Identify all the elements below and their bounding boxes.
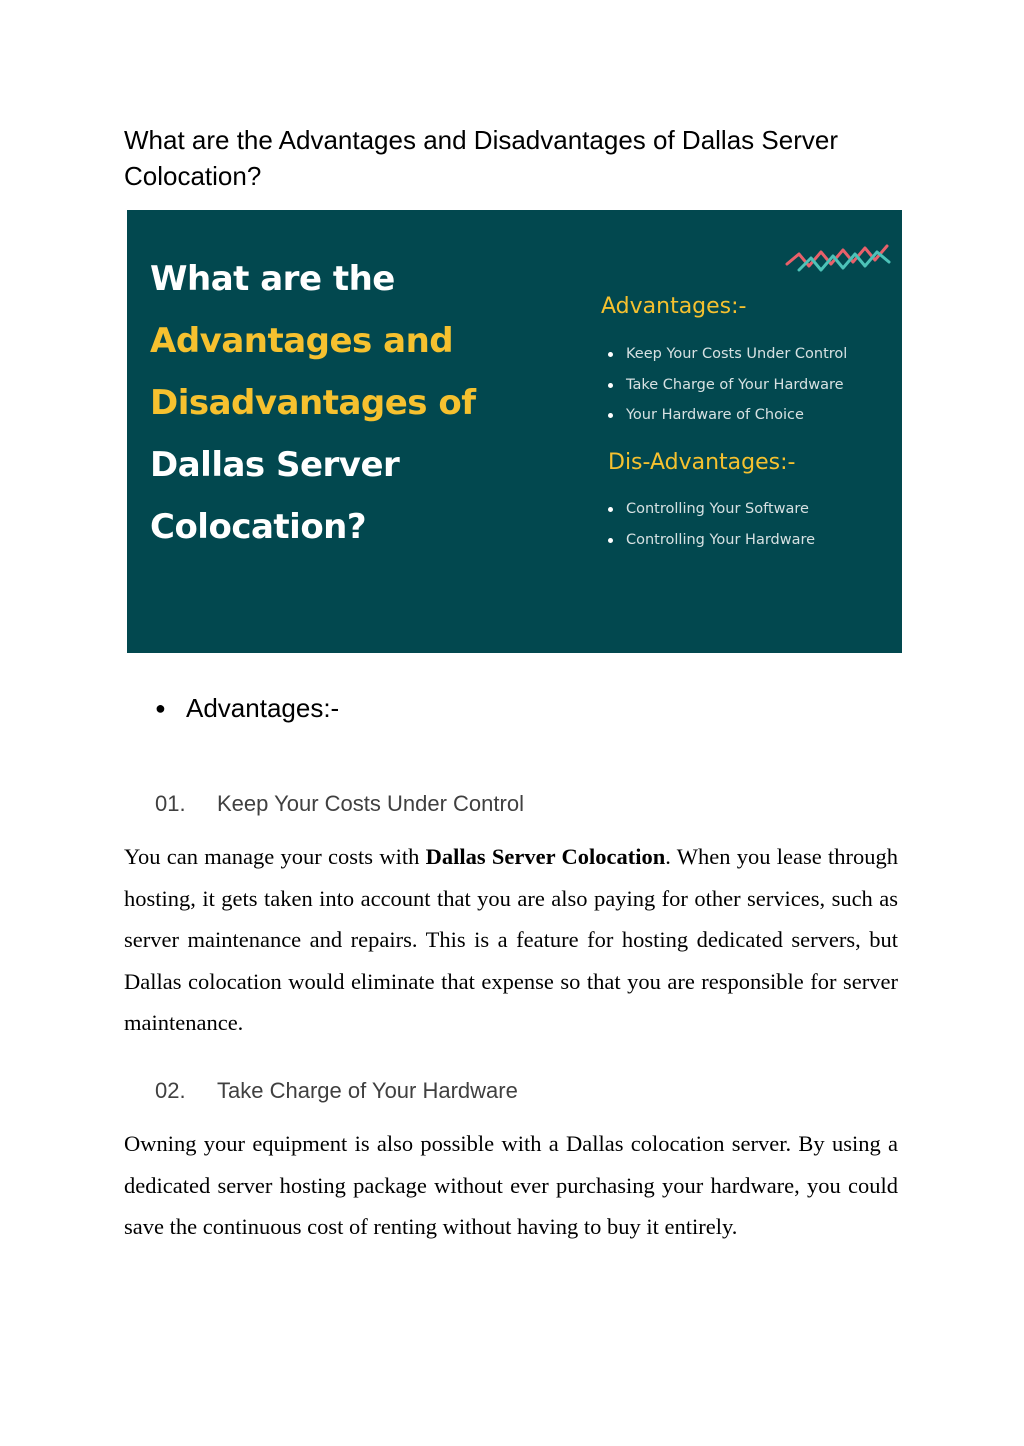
bullet-icon: ●	[155, 698, 166, 718]
banner-advantage-item: Take Charge of Your Hardware	[601, 370, 847, 401]
item-heading	[155, 789, 524, 819]
paragraph-bold-text: Dallas Server Colocation	[425, 844, 666, 869]
item-paragraph: Owning your equipment is also possible with a Dallas colocation server. By using a dedicated server hosting package without ever purchasing your hardware, you could save the continuous cost of renting without having to buy it entirely.	[124, 1131, 898, 1239]
banner-advantage-item: Keep Your Costs Under Control	[601, 339, 847, 370]
section-heading-label: Advantages:-	[186, 693, 340, 723]
banner-title-line: What are the	[150, 259, 395, 299]
item-number: 01.	[155, 791, 186, 816]
paragraph-text: You can manage your costs with	[124, 844, 426, 869]
document-title: What are the Advantages and Disadvantages of Dallas Server Colocation?	[124, 125, 838, 191]
zigzag-decoration-icon	[785, 232, 895, 274]
banner-title-line: Dallas Server	[150, 445, 400, 485]
banner-title	[150, 248, 530, 558]
item-heading-label: Keep Your Costs Under Control	[217, 791, 524, 816]
banner-title-line: Disadvantages of	[150, 383, 476, 423]
item-heading	[155, 1076, 518, 1106]
banner-title-line: Colocation?	[150, 507, 367, 547]
section-heading	[155, 690, 339, 726]
banner-disadvantages-list	[601, 494, 815, 555]
paragraph-text: . When you lease through hosting, it gets taken into account that you are also paying for other services, such as server maintenance and repairs. This is a feature for hosting dedicated servers, but Dallas colocation would eliminate that expense so that you are responsible for server maintenance.	[124, 844, 899, 1035]
banner-disadvantage-item: Controlling Your Software	[601, 494, 815, 525]
item-number: 02.	[155, 1078, 186, 1103]
banner-disadvantage-item: Controlling Your Hardware	[601, 525, 815, 556]
banner-advantage-item: Your Hardware of Choice	[601, 400, 847, 431]
banner-image	[127, 210, 902, 653]
banner-title-line: Advantages and	[150, 321, 454, 361]
banner-advantages-list	[601, 339, 847, 431]
item-heading-label: Take Charge of Your Hardware	[217, 1078, 518, 1103]
item-paragraph	[124, 836, 898, 1044]
banner-disadvantages-heading: Dis-Advantages:-	[608, 450, 796, 475]
banner-advantages-heading: Advantages:-	[601, 294, 747, 319]
